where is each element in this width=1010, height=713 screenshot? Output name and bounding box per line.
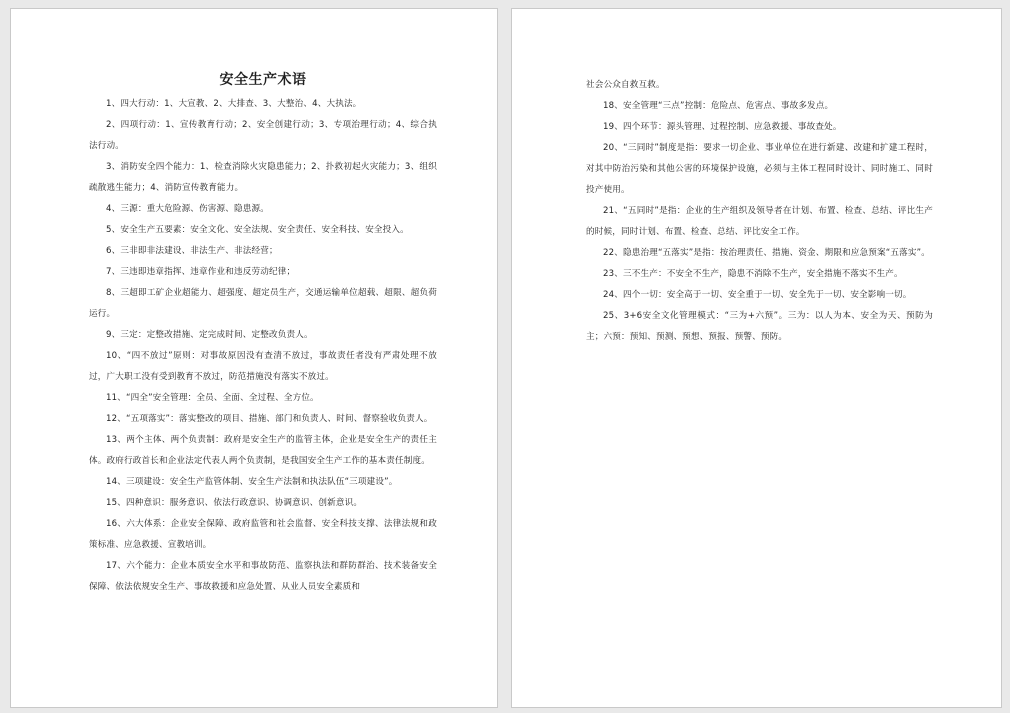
document-title: 安全生产术语 <box>219 72 307 88</box>
term-paragraph: 15、四种意识：服务意识、依法行政意识、协调意识、创新意识。 <box>106 498 363 508</box>
term-paragraph: 18、安全管理“三点”控制：危险点、危害点、事故多发点。 <box>603 101 834 111</box>
term-paragraph: 1、四大行动：1、大宣教、2、大排查、3、大整治、4、大执法。 <box>106 99 362 109</box>
term-paragraph: 10、“四不放过”原则：对事故原因没有查清不放过，事故责任者没有严肃处理不放过，广大职工没有受到教育不放过，防范措施没有落实不放过。 <box>89 351 437 382</box>
page-2-paragraphs <box>586 96 933 348</box>
page-1-content <box>89 68 437 598</box>
term-paragraph: 2、四项行动：1、宣传教育行动；2、安全创建行动；3、专项治理行动；4、综合执法行动。 <box>89 120 437 151</box>
term-paragraph: 16、六大体系：企业安全保障、政府监管和社会监督、安全科技支撑、法律法规和政策标准、应急救援、宣教培训。 <box>89 519 437 550</box>
term-paragraph: 9、三定：定整改措施、定完成时间、定整改负责人。 <box>106 330 313 340</box>
term-paragraph: 5、安全生产五要素：安全文化、安全法规、安全责任、安全科技、安全投入。 <box>106 225 409 235</box>
term-paragraph: 3、消防安全四个能力：1、检查消除火灾隐患能力；2、扑救初起火灾能力；3、组织疏散逃生能力；4、消防宣传教育能力。 <box>89 162 437 193</box>
term-paragraph: 20、“三同时”制度是指：要求一切企业、事业单位在进行新建、改建和扩建工程时，对其中防治污染和其他公害的环境保护设施，必须与主体工程同时设计、同时施工、同时投产使用。 <box>586 143 933 195</box>
term-paragraph: 19、四个环节：源头管理、过程控制、应急救援、事故查处。 <box>603 122 842 132</box>
term-paragraph: 4、三源：重大危险源、伤害源、隐患源。 <box>106 204 270 214</box>
term-paragraph: 11、“四全”安全管理：全员、全面、全过程、全方位。 <box>106 393 319 403</box>
term-paragraph: 25、3+6安全文化管理模式：“三为+六预”。三为：以人为本、安全为天、预防为主；六预：预知、预测、预想、预报、预警、预防。 <box>586 311 933 342</box>
page-2-content <box>586 75 933 348</box>
document-page-2 <box>511 8 1002 708</box>
term-paragraph: 14、三项建设：安全生产监管体制、安全生产法制和执法队伍“三项建设”。 <box>106 477 398 487</box>
term-paragraph: 24、四个一切：安全高于一切、安全重于一切、安全先于一切、安全影响一切。 <box>603 290 912 300</box>
page-1-paragraphs <box>89 94 437 598</box>
term-paragraph: 6、三非即非法建设、非法生产、非法经营； <box>106 246 278 256</box>
term-paragraph: 22、隐患治理“五落实”是指：按治理责任、措施、资金、期限和应急预案“五落实”。 <box>603 248 930 258</box>
term-paragraph: 23、三不生产：不安全不生产，隐患不消除不生产，安全措施不落实不生产。 <box>603 269 903 279</box>
term-paragraph: 8、三超即工矿企业超能力、超强度、超定员生产，交通运输单位超载、超限、超负荷运行。 <box>89 288 437 319</box>
continued-paragraph: 社会公众自救互救。 <box>586 80 665 90</box>
term-paragraph: 13、两个主体、两个负责制：政府是安全生产的监管主体，企业是安全生产的责任主体。政府行政首长和企业法定代表人两个负责制，是我国安全生产工作的基本责任制度。 <box>89 435 437 466</box>
document-page-1 <box>10 8 498 708</box>
term-paragraph: 12、“五项落实”：落实整改的项目、措施、部门和负责人、时间、督察验收负责人。 <box>106 414 433 424</box>
term-paragraph: 17、六个能力：企业本质安全水平和事故防范、监察执法和群防群治、技术装备安全保障、依法依规安全生产、事故救援和应急处置、从业人员安全素质和 <box>89 561 437 592</box>
term-paragraph: 7、三违即违章指挥、违章作业和违反劳动纪律； <box>106 267 296 277</box>
term-paragraph: 21、“五同时”是指：企业的生产组织及领导者在计划、布置、检查、总结、评比生产的时候，同时计划、布置、检查、总结、评比安全工作。 <box>586 206 933 237</box>
